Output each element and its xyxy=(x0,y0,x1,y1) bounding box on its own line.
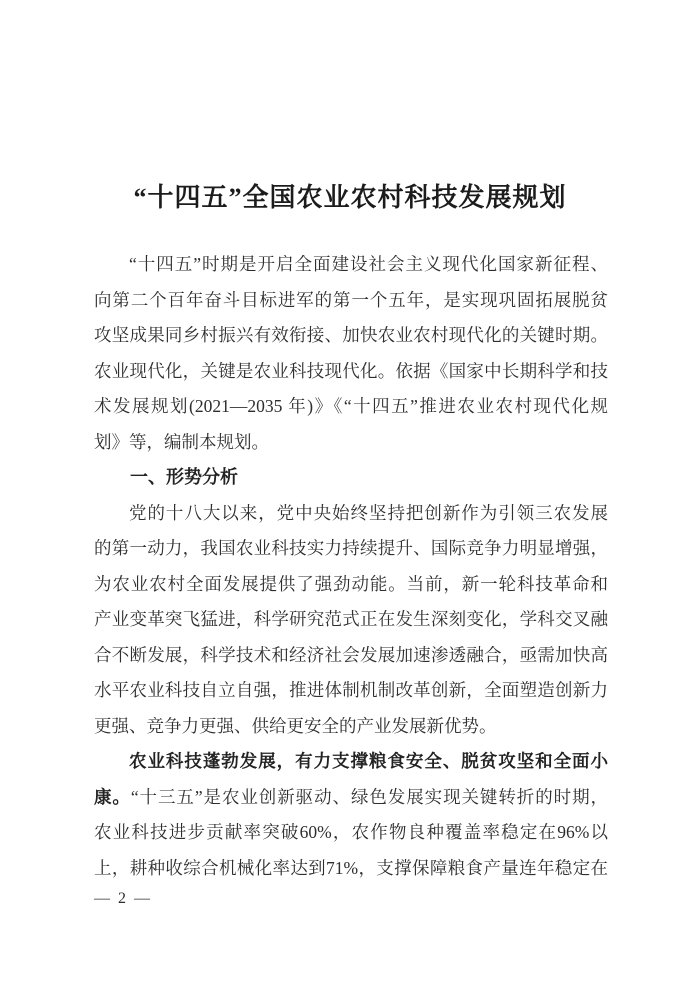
paragraph xyxy=(94,744,608,886)
text-line xyxy=(94,567,608,603)
body-text: “十四五”时期是开启全面建设社会主义现代化国家新征程、 xyxy=(129,254,608,274)
body-text: 术发展规划(2021—2035 年)》《“十四五”推进农业农村现代化规 xyxy=(94,396,608,416)
page-number: — 2 — xyxy=(94,890,152,907)
body-text: 划》等，编制本规划。 xyxy=(94,431,269,452)
text-line xyxy=(94,389,608,425)
text-line xyxy=(94,709,608,745)
body-text: 农业科技进步贡献率突破60%，农作物良种覆盖率稳定在96%以 xyxy=(94,822,608,842)
body-text: 产业变革突飞猛进，科学研究范式正在发生深刻变化，学科交叉融 xyxy=(94,609,608,629)
body-text: 农业现代化，关键是农业科技现代化。依据《国家中长期科学和技 xyxy=(94,360,608,381)
body-text: 的第一动力，我国农业科技实力持续提升、国际竞争力明显增强， xyxy=(94,538,608,558)
text-line xyxy=(94,780,608,816)
bold-text: 康。 xyxy=(94,786,131,807)
document-body xyxy=(94,247,608,886)
text-line xyxy=(94,460,608,496)
paragraph xyxy=(94,247,608,460)
body-text: “十三五”是农业创新驱动、绿色发展实现关键转折的时期， xyxy=(130,786,608,807)
body-text: 更强、竞争力更强、供给更安全的产业发展新优势。 xyxy=(94,715,497,736)
text-line xyxy=(94,318,608,354)
text-line xyxy=(94,425,608,461)
bold-text: 一、形势分析 xyxy=(130,467,238,487)
text-line xyxy=(94,602,608,638)
text-line xyxy=(94,531,608,567)
document-title: “十四五”全国农业农村科技发展规划 xyxy=(133,183,567,212)
body-text: 合不断发展，科学技术和经济社会发展加速渗透融合，亟需加快高 xyxy=(94,644,608,665)
text-line xyxy=(94,496,608,532)
text-line xyxy=(94,815,608,851)
body-text: 水平农业科技自立自强，推进体制机制改革创新，全面塑造创新力 xyxy=(94,680,608,700)
paragraph xyxy=(94,496,608,745)
text-line xyxy=(94,247,608,283)
section-heading xyxy=(94,460,608,496)
bold-text: 农业科技蓬勃发展，有力支撑粮食安全、脱贫攻坚和全面小 xyxy=(129,751,608,771)
text-line xyxy=(94,283,608,319)
body-text: 党的十八大以来，党中央始终坚持把创新作为引领三农发展 xyxy=(129,502,608,523)
body-text: 上，耕种收综合机械化率达到71%，支撑保障粮食产量连年稳定在 xyxy=(94,857,608,878)
body-text: 为农业农村全面发展提供了强劲动能。当前，新一轮科技革命和 xyxy=(94,573,608,594)
text-line xyxy=(94,851,608,887)
text-line xyxy=(94,744,608,780)
text-line xyxy=(94,673,608,709)
text-line xyxy=(94,638,608,674)
text-line xyxy=(94,354,608,390)
body-text: 攻坚成果同乡村振兴有效衔接、加快农业农村现代化的关键时期。 xyxy=(94,325,608,345)
body-text: 向第二个百年奋斗目标进军的第一个五年，是实现巩固拓展脱贫 xyxy=(94,289,608,310)
